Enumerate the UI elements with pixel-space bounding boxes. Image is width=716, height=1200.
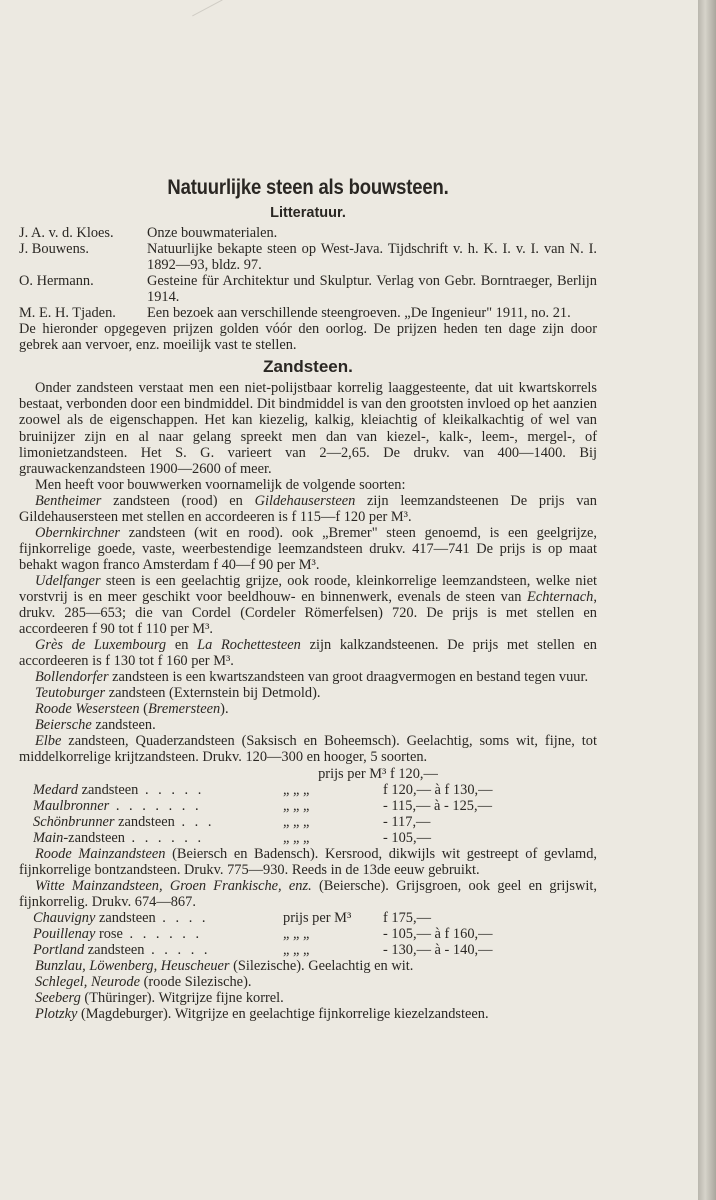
ditto-marks: „ „ „ [283, 781, 310, 798]
price-unit: prijs per M³ [283, 909, 352, 926]
entry-roode-mainzandsteen: Roode Mainzandsteen (Beiersch en Badensch). Kersrood, dikwijls wit gestreept of gevlamd, fijnkorrelige bontzandsteen. Drukv. 775—930. Reeds in de 13de eeuw gebruikt. [19, 845, 597, 878]
entry-witte-mainzandsteen: Witte Mainzandsteen, Groen Frankische, enz. (Beiersche). Grijsgroen, ook geel en grijswit, fijnkorrelig. Drukv. 674—867. [19, 877, 597, 910]
section-heading: Zandsteen. [263, 357, 353, 377]
stone-name: Grès de Luxembourg [35, 637, 167, 654]
ditto-marks: „ „ „ [283, 797, 310, 814]
stone-name: Elbe [35, 733, 62, 750]
stone-name: Portland [33, 942, 85, 959]
stone-name: Bremersteen [147, 701, 221, 718]
ditto-marks: „ „ „ [283, 942, 310, 959]
ditto-marks: „ „ „ [283, 925, 310, 942]
intro-paragraph: Onder zandsteen verstaat men een niet-polijstbaar korrelig laaggesteente, dat uit kwartskorrels bestaat, verbonden door een bindmiddel. Dit bindmiddel is van den grootsten invloed op het aanzien zoowel als de eigenschappen. Het kan kiezelig, kalkig, kleiachtig of kleikalkachtig of wel van bruinijzer zijn en al naar gelang spreekt men dan van kiezel-, kalk-, leem-, mergel-, of limonietzandsteen. Het S. G. varieert van 2—2,65. De drukv. van 400—1400. Bij grauwackenzandsteen 1900—2600 of meer. [19, 380, 597, 477]
stone-name: Roode Mainzandsteen [35, 845, 166, 862]
stone-name: Seeberg [35, 990, 81, 1007]
literature-author: M. E. H. Tjaden. [19, 305, 116, 322]
entry-schlegel: Schlegel, Neurode (roode Silezische). [35, 974, 252, 991]
price-value: - 115,— à - 125,— [383, 797, 492, 814]
entry-bunzlau: Bunzlau, Löwenberg, Heuscheuer (Silezische). Geelachtig en wit. [35, 958, 414, 975]
literature-work: Onze bouwmaterialen. [147, 225, 278, 241]
price-row: Chauvigny zandsteen . . . . prijs per M³ f 175,— [19, 910, 597, 926]
entry-roode-wesersteen: Roode Wesersteen (Bremersteen). [35, 701, 229, 718]
entry-seeberg: Seeberg (Thüringer). Witgrijze fijne korrel. [35, 990, 284, 1007]
ditto-marks: „ „ „ [283, 813, 310, 830]
ditto-marks: „ „ „ [283, 829, 310, 846]
literature-author: J. A. v. d. Kloes. [19, 225, 114, 241]
price-row: Schönbrunner zandsteen . . . „ „ „ - 117,— [19, 814, 597, 830]
stone-name: Schönbrunner [33, 813, 115, 830]
price-row: Maulbronner . . . . . . . „ „ „ - 115,— à - 125,— [19, 798, 597, 814]
french-price-list [19, 910, 597, 958]
literature-list [19, 225, 597, 321]
stone-name: Medard [33, 781, 79, 798]
literature-work: Een bezoek aan verschillende steengroeven. „De Ingenieur" 1911, no. 21. [147, 305, 571, 322]
literature-work: Gesteine für Architektur und Skulptur. Verlag von Gebr. Borntraeger, Berlijn 1914. [147, 273, 597, 306]
entry-teutoburger: Teutoburger zandsteen (Externstein bij Detmold). [35, 685, 321, 702]
stone-name: Schlegel, Neurode [35, 974, 140, 991]
book-gutter [698, 0, 716, 1200]
stone-name: Bunzlau, Löwenberg, Heuscheuer [35, 958, 230, 975]
entry-elbe: Elbe zandsteen, Quaderzandsteen (Saksisch en Boheemsch). Geelachtig, soms wit, fijne, tot middelkorrelige krijtzandsteen. Drukv. 120—300 en hooger, 5 soorten. [19, 733, 597, 766]
literature-author: O. Hermann. [19, 273, 94, 290]
literature-author: J. Bouwens. [19, 241, 89, 258]
stone-name: Gildehausersteen [254, 492, 356, 509]
price-value: - 117,— [383, 813, 431, 830]
price-row: Portland zandsteen . . . . . „ „ „ - 130,— à - 140,— [19, 942, 597, 958]
page-title: Natuurlijke steen als bouwsteen. [167, 175, 449, 199]
entry-gres: Grès de Luxembourg en La Rochettesteen zijn kalkzandsteenen. De prijs met stellen en accordeeren is f 130 tot f 160 per M³. [19, 637, 597, 670]
entry-beiersche: Beiersche zandsteen. [35, 717, 156, 734]
kinds-intro: Men heeft voor bouwwerken voornamelijk de volgende soorten: [35, 476, 406, 493]
stone-name: Witte Mainzandsteen, Groen Frankische, enz. [35, 877, 312, 894]
stone-name: Main [33, 829, 64, 846]
stone-name: Chauvigny [33, 909, 96, 926]
stone-name: Obernkirchner [35, 524, 120, 541]
page-blemish [192, 0, 234, 38]
literature-work: Natuurlijke bekapte steen op West-Java. Tijdschrift v. h. K. I. v. I. van N. I. 1892—93, bldz. 97. [147, 241, 597, 274]
stone-name: Maulbronner [33, 797, 110, 814]
stone-name: Plotzky [35, 1006, 78, 1023]
elbe-price-list [19, 782, 597, 846]
prices-note: De hieronder opgegeven prijzen golden vóór den oorlog. De prijzen heden ten dage zijn door gebrek aan vervoer, enz. moeilijk vast te stellen. [19, 321, 597, 354]
page-content [19, 174, 597, 1022]
stone-name: Roode Wesersteen [35, 701, 140, 718]
stone-name: Bentheimer [35, 492, 102, 509]
price-value: - 105,— [383, 829, 431, 846]
stone-name: Teutoburger [35, 685, 106, 702]
stone-name: Echternach [527, 588, 594, 605]
price-row: Main-zandsteen . . . . . . „ „ „ - 105,— [19, 830, 597, 846]
price-value: - 105,— à f 160,— [383, 925, 493, 942]
entry-bollendorfer: Bollendorfer zandsteen is een kwartszandsteen van groot draagvermogen en bestand tegen vuur. [35, 669, 589, 686]
stone-name: Udelfanger [35, 572, 101, 589]
stone-name: Pouillenay [33, 925, 96, 942]
stone-name: Bollendorfer [35, 669, 109, 686]
literature-heading: Litteratuur. [270, 205, 346, 221]
price-row: Pouillenay rose . . . . . . „ „ „ - 105,— à f 160,— [19, 926, 597, 942]
price-value: f 120,— à f 130,— [383, 781, 493, 798]
entry-udelfanger: Udelfanger steen is een geelachtig grijze, ook roode, kleinkorrelige leemzandsteen, welke niet vorstvrij is en meer geschikt voor beeldhouw- en binnenwerk, evenals de steen van Echternach, drukv. 285—653; die van Cordel (Cordeler Römerfelsen) 720. De prijs is met stellen en accordeeren f 90 tot f 110 per M³. [19, 572, 597, 638]
elbe-price-header: prijs per M³ f 120,— [318, 765, 438, 782]
price-value: f 175,— [383, 909, 431, 926]
entry-bentheimer: Bentheimer zandsteen (rood) en Gildehausersteen zijn leemzandsteenen De prijs van Gildehausersteen met stellen en accordeeren is f 115—f 120 per M³. [19, 492, 597, 525]
stone-name: La Rochettesteen [197, 637, 301, 654]
price-value: - 130,— à - 140,— [383, 942, 493, 959]
price-row: Medard zandsteen . . . . . „ „ „ f 120,— à f 130,— [19, 782, 597, 798]
entry-obernkirchner: Obernkirchner zandsteen (wit en rood). ook „Bremer" steen genoemd, is een geelgrijze, fijnkorrelige goede, vaste, weerbestendige leemzandsteen drukv. 417—741 De prijs is op maat behakt wagon franco Amsterdam f 40—f 90 per M³. [19, 524, 597, 573]
stone-name: Beiersche [35, 717, 92, 734]
entry-plotzky: Plotzky (Magdeburger). Witgrijze en geelachtige fijnkorrelige kiezelzandsteen. [35, 1006, 489, 1023]
